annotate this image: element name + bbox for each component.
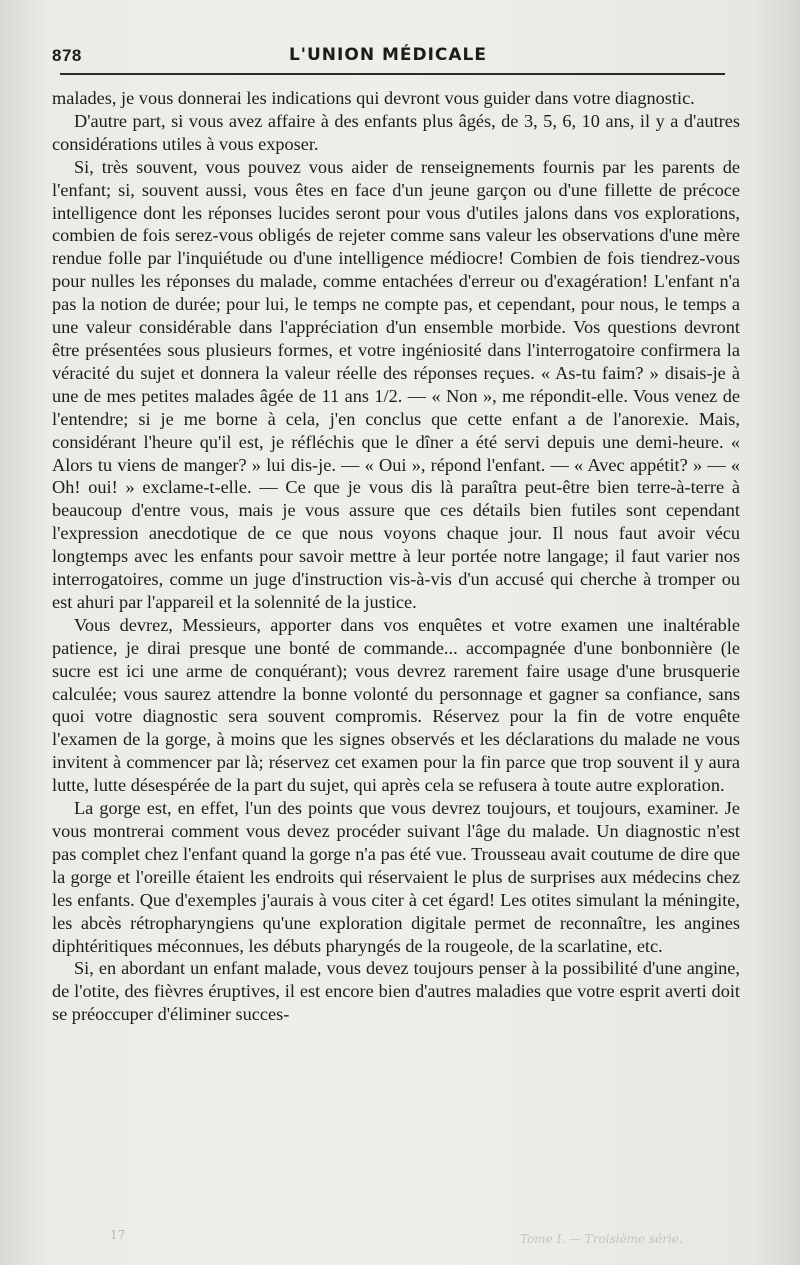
paragraph: D'autre part, si vous avez affaire à des enfants plus âgés, de 3, 5, 6, 10 ans, il y a d'autres considérations utiles à vous exposer. <box>52 110 740 154</box>
page-header <box>52 44 724 72</box>
page-number: 878 <box>52 46 82 65</box>
paragraph: Si, très souvent, vous pouvez vous aider de renseignements fournis par les parents de l'enfant; si, souvent aussi, vous êtes en face d'un jeune garçon ou d'une fillette de précoce intelligence dont les réponses lucides seront pour vous d'utiles jalons dans vos explorations, combien de fois serez-vous obligés de rejeter comme sans valeur les observations d'une mère rendue folle par l'inquiétude ou d'une intelligence médiocre! Combien de fois tiendrez-vous pour nulles les réponses du malade, comme entachées d'erreur ou d'exagération! L'enfant n'a pas la notion de durée; pour lui, le temps ne compte pas, et cependant, pour nous, le temps a une valeur considérable dans l'appréciation d'un ensemble morbide. Vos questions devront être présentées sous plusieurs formes, et votre ingéniosité dans l'interrogatoire confirmera la véracité du sujet et donnera la valeur réelle des réponses reçues. « As-tu faim? » disais-je à une de mes petites malades âgée de 11 ans 1/2. — « Non », me répondit-elle. Vous venez de l'entendre; si je me borne à cela, j'en conclus que cette enfant a de l'anorexie. Mais, considérant l'heure qu'il est, je réfléchis que le dîner a été servi depuis une demi-heure. « Alors tu viens de manger? » lui dis-je. — « Oui », répond l'enfant. — « Avec appétit? » — « Oh! oui! » exclame-t-elle. — Ce que je vous dis là paraîtra peut-être bien terre-à-terre à beaucoup d'entre vous, mais je vous assure que ces détails bien futiles sont cependant l'expression anecdotique de ce que nous voyons chaque jour. Il nous faut avoir vécu longtemps avec les enfants pour savoir mettre à leur portée notre langage; il faut varier nos interrogatoires, comme un juge d'instruction vis-à-vis d'un accusé qui cherche à tromper ou est ahuri par l'appareil et la solennité de la justice. <box>52 156 740 612</box>
header-rule <box>60 73 725 75</box>
paragraph: malades, je vous donnerai les indications qui devront vous guider dans votre diagnostic. <box>52 88 695 108</box>
paragraph: La gorge est, en effet, l'un des points que vous devrez toujours, et toujours, examiner. Je vous montrerai comment vous devez procéder suivant l'âge du malade. Un diagnostic n'est pas complet chez l'enfant quand la gorge n'a pas été vue. Trousseau avait coutume de dire que la gorge et l'oreille étaient les endroits qui réservaient le plus de surprises aux médecins chez les enfants. Que d'exemples j'aurais à vous citer à cet égard! Les otites simulant la méningite, les abcès rétropharyngiens qu'une exploration digitale permet de reconnaître, les angines diphtéritiques méconnues, les débuts pharyngés de la rougeole, de la scarlatine, etc. <box>52 798 740 956</box>
body-text <box>52 87 740 1026</box>
paragraph: Si, en abordant un enfant malade, vous devez toujours penser à la possibilité d'une angine, de l'otite, des fièvres éruptives, il est encore bien d'autres maladies que votre esprit averti doit se préoccuper d'éliminer succes- <box>52 958 740 1025</box>
running-title: L'UNION MÉDICALE <box>288 45 488 65</box>
footer-signature: Tome I. — Troisième série. <box>520 1232 683 1246</box>
paragraph: Vous devrez, Messieurs, apporter dans vos enquêtes et votre examen une inaltérable patience, je dirai presque une bonté de commande... accompagnée d'une bonbonnière (le sucre est ici une arme de conquérant); vous devrez rarement faire usage d'une brusquerie calculée; vous saurez attendre la bonne volonté du personnage et gagner sa confiance, sans quoi votre diagnostic sera souvent compromis. Réservez pour la fin de votre enquête l'examen de la gorge, à moins que les signes observés et les déclarations du malade ne vous invitent à commencer par là; réservez cet examen pour la fin parce que trop souvent il y aura lutte, lutte désespérée de la part du sujet, qui après cela se refusera à toute autre exploration. <box>52 614 740 796</box>
footer-mark: 17 <box>110 1228 126 1242</box>
